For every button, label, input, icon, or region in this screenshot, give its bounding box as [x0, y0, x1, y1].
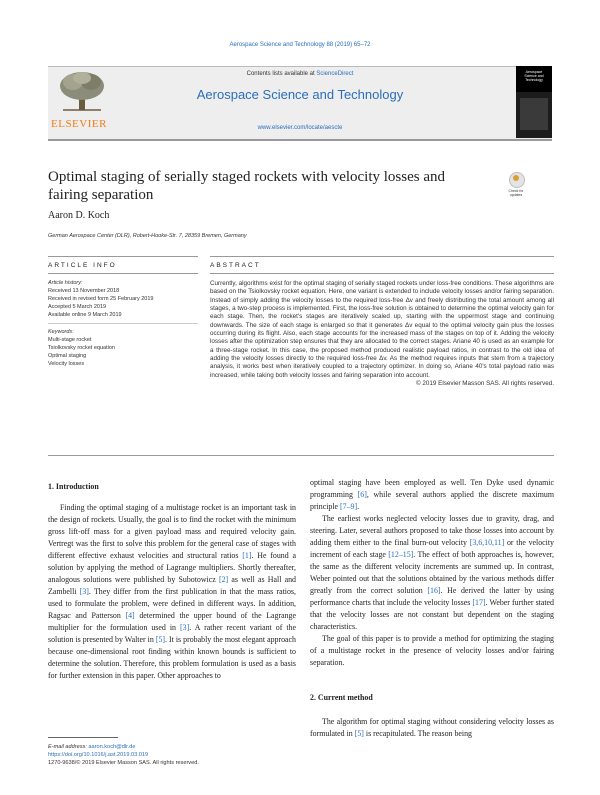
doi-link[interactable]: https://doi.org/10.1016/j.ast.2019.03.019: [48, 752, 149, 758]
article-info-rule-top: [48, 256, 198, 257]
badge-mark-icon: [513, 175, 519, 181]
badge-label: Check for updates: [508, 189, 524, 197]
citation-link[interactable]: [3]: [180, 623, 190, 632]
body-text: The algorithm for optimal staging without considering velocity losses as formulated in: [310, 717, 554, 738]
cover-title: Aerospace Science and Technology: [524, 70, 544, 82]
body-text: . They differ from the first publication in that the mass ratios, used to formulate the problem, were defined in different ways. In addition, Ragsac and Patterson: [48, 587, 296, 620]
abstract-copyright: © 2019 Elsevier Masson SAS. All rights reserved.: [416, 380, 554, 388]
cover-image: [520, 98, 548, 130]
history-accepted: Accepted 5 March 2019: [48, 304, 107, 310]
citation-link[interactable]: [5]: [354, 729, 364, 738]
body-text: . A rather recent variant of the solution is presented by Walter in: [48, 623, 296, 644]
journal-reference[interactable]: Aerospace Science and Technology 88 (2019) 65–72: [229, 42, 371, 48]
citation-link[interactable]: [16]: [427, 586, 441, 595]
contents-prefix: Contents lists available at: [246, 71, 317, 77]
abstract-rule-top: [210, 256, 554, 257]
body-text: . He derived the latter by using performance charts that include the velocity losses: [310, 586, 554, 607]
body-text: . Weber further stated that the velocity losses are not constant but dependent on the staging characteristics.: [310, 598, 554, 631]
section-2-title: 2. Current method: [310, 693, 373, 702]
check-for-updates-badge[interactable]: [506, 172, 526, 200]
email-label: E-mail address:: [48, 744, 89, 750]
journal-homepage: [120, 125, 480, 131]
journal-title: Aerospace Science and Technology: [196, 87, 404, 102]
keywords-rule: [48, 323, 198, 324]
citation-link[interactable]: [17]: [472, 598, 486, 607]
abstract-heading: ABSTRACT: [210, 262, 261, 269]
abstract-rule: [210, 273, 554, 274]
elsevier-logo[interactable]: [48, 66, 114, 138]
footnote: [48, 743, 308, 767]
citation-link[interactable]: [4]: [125, 611, 135, 620]
body-text: , while several authors applied the discrete maximum principle: [310, 490, 554, 511]
citation-link[interactable]: [2]: [218, 575, 229, 584]
article-info-heading: ARTICLE INFO: [48, 262, 117, 269]
citation-link[interactable]: [1]: [242, 551, 252, 560]
citation-link[interactable]: [3]: [79, 587, 89, 596]
body-left-column: [48, 502, 296, 682]
history-label: Article history:: [48, 280, 83, 286]
citation-link[interactable]: [12–15]: [388, 550, 414, 559]
body-text: .: [357, 502, 360, 511]
body-text: optimal staging have been employed as well. Ten Dyke used dynamic programming: [310, 478, 554, 499]
intro-paragraph-2: [310, 477, 554, 513]
body-text: . It is probably the most elegant approach because one-dimensional root finding within known bounds is sufficient to determine the solution. Therefore, this problem formulation is used as a basis for further extension in this paper. Other approaches to: [48, 635, 296, 680]
contents-line: [120, 71, 480, 77]
abstract: [210, 280, 554, 388]
article-history: [48, 279, 198, 319]
intro-paragraph-1: [48, 502, 296, 682]
article-title: Optimal staging of serially staged rockets with velocity losses and fairing separation: [48, 169, 446, 203]
body-text: The earliest works neglected velocity losses due to gravity, drag, and steering. Later, several authors proposed to take those losses into account by adding them either to the final burn-out velocity: [310, 514, 554, 547]
keyword-item: Velocity losses: [48, 361, 85, 367]
article-info-rule: [48, 273, 198, 274]
citation-link[interactable]: [7–9]: [340, 502, 358, 511]
history-online: Available online 9 March 2019: [48, 312, 122, 318]
keyword-item: Optimal staging: [48, 353, 87, 359]
body-text: or the velocity increment of each stage: [310, 538, 554, 559]
author-email-link[interactable]: aaron.koch@dlr.de: [88, 744, 136, 750]
body-text: is recapitulated. The reason being: [363, 729, 472, 738]
footnote-email-line: [48, 743, 308, 751]
body-text: . He found a solution by applying the method of Lagrange multipliers. Shortly thereafter, analogous solutions were published by Subotowicz: [48, 551, 296, 584]
abstract-body: Currently, algorithms exist for the optimal staging of serially staged rockets under loss-free conditions. These algorithms are based on the Tsiolkovsky rocket equation. Here, one variant is extended to include velocity losses and/or fairing separation. Instead of simply adding the velocity losses to the required loss-free Δv and freely distributing the total amount among all stages, a two-step process is implemented. First, the loss-free solution is obtained to determine the optimal velocity gain for each stage. Then, the rocket's stages are iteratively scaled up, starting with the uppermost stage and continuing downwards. The size of each stage is enlarged so that it generates Δv equal to the optimal velocity gain plus the losses occurring during its flight. Also, each stage accounts for the increased mass of the stages on top of it. Adding the velocity losses after the optimization step ensures that they are allocated to the correct stages. Ariane 40 is used as an example for a three-stage rocket. In this case, the proposed method produced realistic payload ratios, in contrast to the old idea of adding the velocity losses directly to the required loss-free Δv. As the method requires inputs that stem from a trajectory analysis, it works best when iteratively coupled to a trajectory optimizer. In doing so, Ariane 40's total payload ratio was increased, while taking both velocity losses and fairing separation into account.: [210, 280, 554, 379]
homepage-link[interactable]: www.elsevier.com/locate/aescte: [257, 125, 343, 131]
body-text: . The effect of both approaches is, however, the same as the different velocity increments are summed up. In contrast, Weber pointed out that the solutions obtained by the various methods differ greatly from the correct solution: [310, 550, 554, 595]
citation-link[interactable]: [3,6,10,11]: [469, 538, 505, 547]
section-2-text: [310, 716, 554, 740]
body-text: determined the upper bound of the Lagrange multiplier for the formulation used in: [48, 611, 297, 632]
rights-statement: 1270-9638/© 2019 Elsevier Masson SAS. All rights reserved.: [48, 760, 199, 766]
tree-icon: [57, 70, 107, 112]
sciencedirect-link[interactable]: ScienceDirect: [316, 71, 354, 77]
front-matter-rule: [48, 455, 554, 456]
publisher-name: ELSEVIER: [51, 118, 107, 130]
citation-link[interactable]: [5]: [155, 635, 166, 644]
intro-paragraph-4: The goal of this paper is to provide a method for optimizing the staging of a multistage rocket in the presence of velocity losses and/or fairing separation.: [310, 634, 554, 667]
method-paragraph-1: [310, 716, 554, 740]
keywords: [48, 328, 198, 368]
journal-cover[interactable]: [516, 66, 552, 138]
body-text: as well as Hall and Zambelli: [48, 575, 296, 596]
intro-paragraph-3: [310, 513, 554, 633]
citation-link[interactable]: [6]: [357, 490, 367, 499]
body-text: Finding the optimal staging of a multistage rocket is an important task in the design of rockets. Usually, the goal is to find the rocket with the minimum gross lift-off mass for a given payload mass and required velocity gain. Vertregt was the first to solve this problem for the general case of stages with different effective exhaust velocities and structural ratios: [48, 503, 296, 560]
keywords-label: Keywords:: [48, 329, 74, 335]
history-received: Received 13 November 2018: [48, 288, 120, 294]
section-1-title: 1. Introduction: [48, 482, 99, 491]
keyword-item: Tsiolkovsky rocket equation: [48, 345, 115, 351]
author-name[interactable]: Aaron D. Koch: [48, 210, 110, 221]
cover-banner: [516, 66, 552, 92]
history-revised: Received in revised form 25 February 2019: [48, 296, 154, 302]
body-right-column: [310, 477, 554, 669]
footnote-rule: [48, 737, 118, 738]
keyword-item: Multi-stage rocket: [48, 337, 92, 343]
author-affiliation: German Aerospace Center (DLR), Robert-Hooke-Str. 7, 28359 Bremen, Germany: [48, 233, 247, 239]
